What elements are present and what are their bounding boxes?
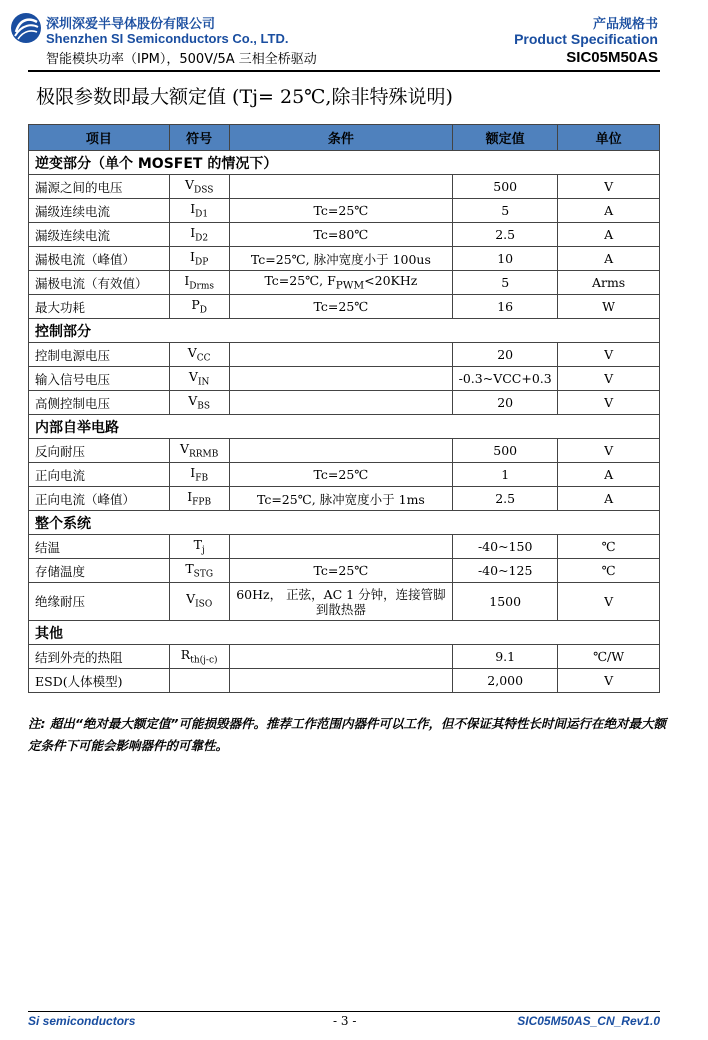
- symbol-main: I: [190, 465, 196, 481]
- param-cell: 反向耐压: [29, 439, 170, 463]
- unit-cell: ℃: [558, 559, 660, 583]
- symbol-main: P: [191, 297, 200, 313]
- unit-cell: A: [558, 223, 660, 247]
- condition-cell: [229, 535, 453, 559]
- rating-cell: 5: [453, 199, 558, 223]
- symbol-main: V: [187, 345, 197, 361]
- product-description: 智能模块功率（IPM），500V/5A 三相全桥驱动: [46, 52, 317, 67]
- condition-cell: Tc=25℃: [229, 199, 453, 223]
- symbol-cell: [169, 175, 229, 199]
- table-group-row: [29, 511, 660, 535]
- symbol-main: I: [184, 273, 190, 289]
- symbol-cell: [169, 583, 229, 621]
- condition-cell: Tc=25℃, 脉冲宽度小于 1ms: [229, 487, 453, 511]
- group-title: 控制部分: [29, 319, 660, 343]
- unit-cell: V: [558, 367, 660, 391]
- table-row: [29, 463, 660, 487]
- rating-cell: 2.5: [453, 487, 558, 511]
- condition-cell: Tc=25℃: [229, 295, 453, 319]
- unit-cell: Arms: [558, 271, 660, 295]
- symbol-cell: [169, 343, 229, 367]
- rating-cell: 20: [453, 343, 558, 367]
- header-item: 项目: [29, 125, 170, 151]
- table-row: [29, 487, 660, 511]
- param-cell: 高侧控制电压: [29, 391, 170, 415]
- param-cell: 最大功耗: [29, 295, 170, 319]
- table-row: [29, 439, 660, 463]
- condition-cell: [229, 343, 453, 367]
- rating-cell: 2,000: [453, 669, 558, 693]
- symbol-subscript: BS: [197, 401, 211, 412]
- header-unit: 单位: [558, 125, 660, 151]
- table-row: [29, 343, 660, 367]
- rating-cell: 20: [453, 391, 558, 415]
- table-row: [29, 669, 660, 693]
- unit-cell: A: [558, 199, 660, 223]
- table-body: [29, 151, 660, 693]
- condition-cell: Tc=25℃: [229, 559, 453, 583]
- symbol-cell: [169, 271, 229, 295]
- param-cell: 漏源之间的电压: [29, 175, 170, 199]
- symbol-cell: [169, 247, 229, 271]
- group-title: 其他: [29, 621, 660, 645]
- rating-cell: 500: [453, 175, 558, 199]
- symbol-main: V: [186, 590, 196, 606]
- symbol-main: I: [190, 201, 196, 217]
- param-cell: 控制电源电压: [29, 343, 170, 367]
- company-name-cn: 深圳深爱半导体股份有限公司: [46, 17, 216, 32]
- unit-cell: ℃: [558, 535, 660, 559]
- rating-cell: 10: [453, 247, 558, 271]
- symbol-subscript: STG: [193, 569, 214, 580]
- unit-cell: V: [558, 439, 660, 463]
- symbol-main: R: [180, 647, 191, 663]
- unit-cell: V: [558, 343, 660, 367]
- param-cell: 结温: [29, 535, 170, 559]
- rating-cell: -40~125: [453, 559, 558, 583]
- symbol-main: I: [190, 249, 195, 265]
- header-symbol: 符号: [169, 125, 229, 151]
- symbol-main: T: [185, 561, 194, 577]
- table-header-row: [29, 125, 660, 151]
- part-number: SIC05M50AS: [566, 49, 658, 66]
- symbol-main: V: [184, 177, 194, 193]
- symbol-cell: [169, 295, 229, 319]
- rating-cell: 16: [453, 295, 558, 319]
- symbol-subscript: FPB: [192, 497, 212, 508]
- table-row: [29, 391, 660, 415]
- company-logo-icon: [10, 12, 42, 44]
- table-row: [29, 535, 660, 559]
- section-title: 极限参数即最大额定值 (Tj= 25℃,除非特殊说明): [36, 86, 453, 108]
- unit-cell: V: [558, 669, 660, 693]
- symbol-cell: [169, 487, 229, 511]
- condition-cell: [229, 645, 453, 669]
- symbol-cell: [169, 223, 229, 247]
- page-number: - 3 -: [333, 1014, 357, 1028]
- header-condition: 条件: [229, 125, 453, 151]
- param-cell: 漏级连续电流: [29, 199, 170, 223]
- symbol-cell: [169, 439, 229, 463]
- unit-cell: W: [558, 295, 660, 319]
- symbol-subscript: D1: [195, 209, 209, 220]
- table-row: [29, 295, 660, 319]
- group-title: 逆变部分（单个 MOSFET 的情况下）: [29, 151, 660, 175]
- table-row: [29, 559, 660, 583]
- table-row: [29, 223, 660, 247]
- unit-cell: V: [558, 175, 660, 199]
- symbol-main: V: [188, 369, 198, 385]
- param-cell: 绝缘耐压: [29, 583, 170, 621]
- symbol-main: T: [193, 537, 202, 553]
- header-divider: [28, 70, 660, 72]
- symbol-cell: [169, 559, 229, 583]
- condition-cell: Tc=25℃, $F_{PWM}<20KHz$: [229, 271, 453, 295]
- param-cell: 结到外壳的热阻: [29, 645, 170, 669]
- condition-cell: [229, 391, 453, 415]
- table-group-row: [29, 415, 660, 439]
- symbol-cell: [169, 367, 229, 391]
- symbol-cell: [169, 645, 229, 669]
- symbol-main: I: [187, 489, 193, 505]
- condition-cell: Tc=25℃: [229, 463, 453, 487]
- company-name-en: Shenzhen SI Semiconductors Co., LTD.: [46, 31, 289, 46]
- rating-cell: -40~150: [453, 535, 558, 559]
- condition-cell: [229, 669, 453, 693]
- footer-divider: [28, 1011, 660, 1012]
- param-cell: 漏级连续电流: [29, 223, 170, 247]
- condition-cell: [229, 175, 453, 199]
- param-cell: 输入信号电压: [29, 367, 170, 391]
- symbol-subscript: IN: [197, 377, 210, 388]
- unit-cell: V: [558, 391, 660, 415]
- table-row: [29, 175, 660, 199]
- condition-cell: [229, 439, 453, 463]
- table-row: [29, 583, 660, 621]
- symbol-cell: [169, 535, 229, 559]
- group-title: 内部自举电路: [29, 415, 660, 439]
- table-group-row: [29, 621, 660, 645]
- condition-cell: Tc=25℃, 脉冲宽度小于 100us: [229, 247, 453, 271]
- rating-cell: 2.5: [453, 223, 558, 247]
- table-group-row: [29, 319, 660, 343]
- symbol-subscript: D2: [195, 233, 209, 244]
- param-cell: 正向电流: [29, 463, 170, 487]
- symbol-subscript: j: [201, 545, 205, 556]
- symbol-subscript: ISO: [195, 599, 213, 610]
- param-cell: 漏极电流（峰值）: [29, 247, 170, 271]
- table-row: [29, 645, 660, 669]
- symbol-main: I: [190, 225, 196, 241]
- symbol-subscript: FB: [195, 473, 209, 484]
- document-revision: SIC05M50AS_CN_Rev1.0: [517, 1014, 660, 1028]
- symbol-main: V: [179, 441, 189, 457]
- rating-cell: -0.3~VCC+0.3: [453, 367, 558, 391]
- rating-cell: 1: [453, 463, 558, 487]
- param-cell: 正向电流（峰值）: [29, 487, 170, 511]
- table-row: [29, 367, 660, 391]
- param-cell: 漏极电流（有效值）: [29, 271, 170, 295]
- page-header: [0, 0, 708, 72]
- symbol-subscript: Drms: [189, 281, 214, 292]
- spec-title-en: Product Specification: [514, 31, 658, 47]
- condition-cell: [229, 367, 453, 391]
- unit-cell: A: [558, 463, 660, 487]
- absolute-max-ratings-table: [28, 124, 660, 693]
- condition-cell: Tc=80℃: [229, 223, 453, 247]
- table-row: [29, 271, 660, 295]
- rating-cell: 500: [453, 439, 558, 463]
- footnote: 注: 超出“绝对最大额定值”可能损毁器件。推荐工作范围内器件可以工作，但不保证其特性长时间运行在绝对最大额定条件下可能会影响器件的可靠性。: [28, 716, 666, 753]
- unit-cell: V: [558, 583, 660, 621]
- rating-cell: 5: [453, 271, 558, 295]
- param-cell: ESD(人体模型): [29, 669, 170, 693]
- symbol-cell: [169, 669, 229, 693]
- group-title: 整个系统: [29, 511, 660, 535]
- symbol-cell: [169, 391, 229, 415]
- symbol-cell: [169, 463, 229, 487]
- symbol-subscript: D: [199, 305, 207, 316]
- condition-cell: 60Hz， 正弦，AC 1 分钟，连接管脚到散热器: [229, 583, 453, 621]
- rating-cell: 1500: [453, 583, 558, 621]
- param-cell: 存储温度: [29, 559, 170, 583]
- symbol-main: V: [188, 393, 198, 409]
- unit-cell: ℃/W: [558, 645, 660, 669]
- unit-cell: A: [558, 247, 660, 271]
- table-row: [29, 199, 660, 223]
- symbol-subscript: DSS: [193, 185, 214, 196]
- table-group-row: [29, 151, 660, 175]
- symbol-subscript: DP: [195, 257, 209, 268]
- symbol-subscript: CC: [196, 353, 211, 364]
- table-row: [29, 247, 660, 271]
- symbol-cell: [169, 199, 229, 223]
- symbol-subscript: th(j-c): [190, 655, 218, 666]
- rating-cell: 9.1: [453, 645, 558, 669]
- symbol-subscript: RRMB: [188, 449, 219, 460]
- footer-brand: Si semiconductors: [28, 1014, 136, 1028]
- spec-title-cn: 产品规格书: [592, 17, 658, 32]
- header-rating: 额定值: [453, 125, 558, 151]
- unit-cell: A: [558, 487, 660, 511]
